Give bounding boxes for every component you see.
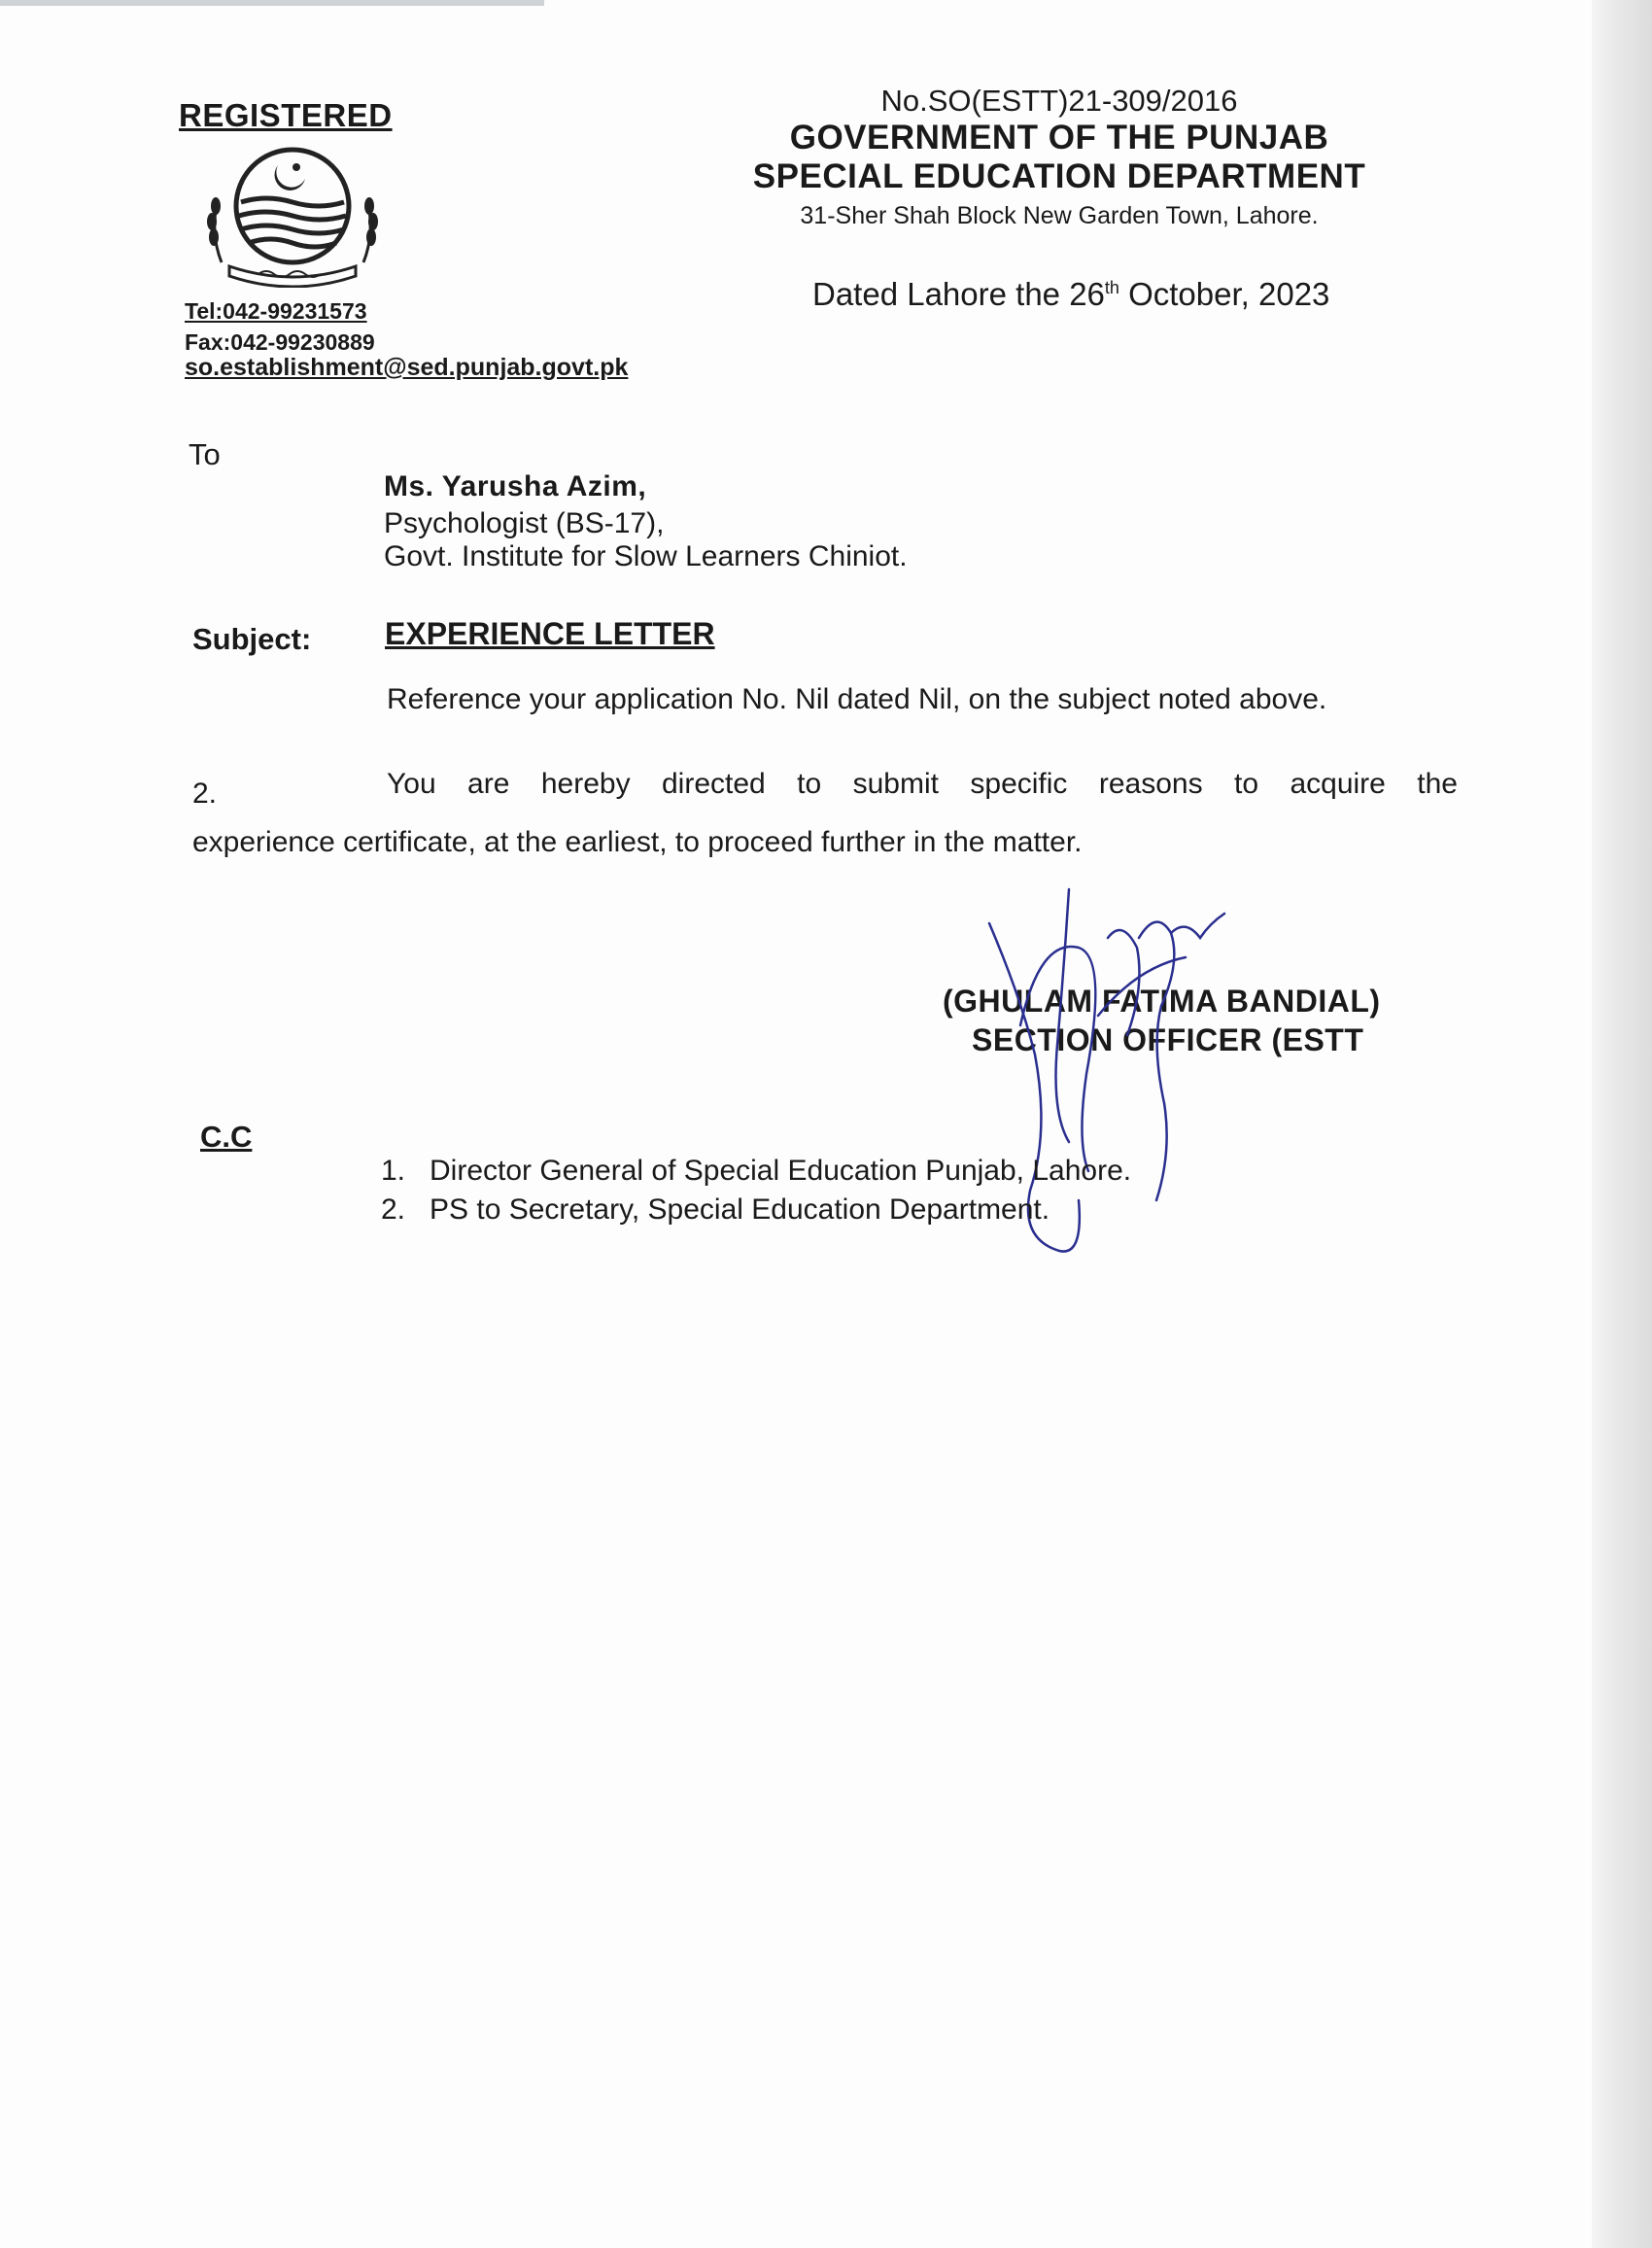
department-address: 31-Sher Shah Block New Garden Town, Lahore.	[800, 202, 1319, 229]
punjab-emblem-icon	[200, 146, 385, 288]
cc-item	[381, 1191, 1131, 1229]
scan-edge-right	[1592, 0, 1652, 2248]
government-title: GOVERNMENT OF THE PUNJAB	[789, 119, 1329, 156]
cc-item-number: 2.	[381, 1193, 406, 1226]
paragraph-2-line-2: experience certificate, at the earliest, to proceed further in the matter.	[192, 826, 1083, 858]
cc-item-number: 1.	[381, 1155, 406, 1187]
signatory-name: (GHULAM FATIMA BANDIAL)	[943, 984, 1381, 1019]
file-number: No.SO(ESTT)21-309/2016	[880, 84, 1238, 118]
department-title: SPECIAL EDUCATION DEPARTMENT	[752, 157, 1366, 195]
signatory-designation: SECTION OFFICER (ESTT	[972, 1022, 1364, 1057]
subject-text: EXPERIENCE LETTER	[385, 616, 715, 651]
date-ordinal-suffix: th	[1104, 278, 1119, 297]
subject-label: Subject:	[192, 622, 312, 656]
recipient-name: Ms. Yarusha Azim,	[384, 470, 647, 502]
paragraph-number: 2.	[192, 778, 218, 810]
email-address[interactable]: so.establishment@sed.punjab.govt.pk	[185, 354, 629, 381]
cc-item-text: PS to Secretary, Special Education Department.	[430, 1193, 1050, 1226]
date-rest: October, 2023	[1119, 276, 1330, 312]
date-prefix: Dated Lahore the 26	[812, 276, 1105, 312]
recipient-designation: Psychologist (BS-17),	[384, 507, 665, 539]
to-label: To	[189, 437, 221, 471]
registered-label: REGISTERED	[179, 97, 393, 133]
letter-date	[812, 276, 1329, 313]
cc-label: C.C	[200, 1120, 253, 1154]
telephone-number: Tel:042-99231573	[185, 298, 367, 324]
recipient-institute: Govt. Institute for Slow Learners Chiniot.	[384, 540, 908, 572]
scan-edge-top	[0, 0, 544, 6]
fax-number: Fax:042-99230889	[185, 329, 375, 355]
cc-item-text: Director General of Special Education Punjab, Lahore.	[430, 1155, 1132, 1187]
cc-item	[381, 1152, 1131, 1191]
cc-list	[381, 1152, 1131, 1229]
paragraph-2-line-1: You are hereby directed to submit specific reasons to acquire the	[387, 768, 1458, 800]
reference-paragraph: Reference your application No. Nil dated Nil, on the subject noted above.	[387, 683, 1327, 715]
